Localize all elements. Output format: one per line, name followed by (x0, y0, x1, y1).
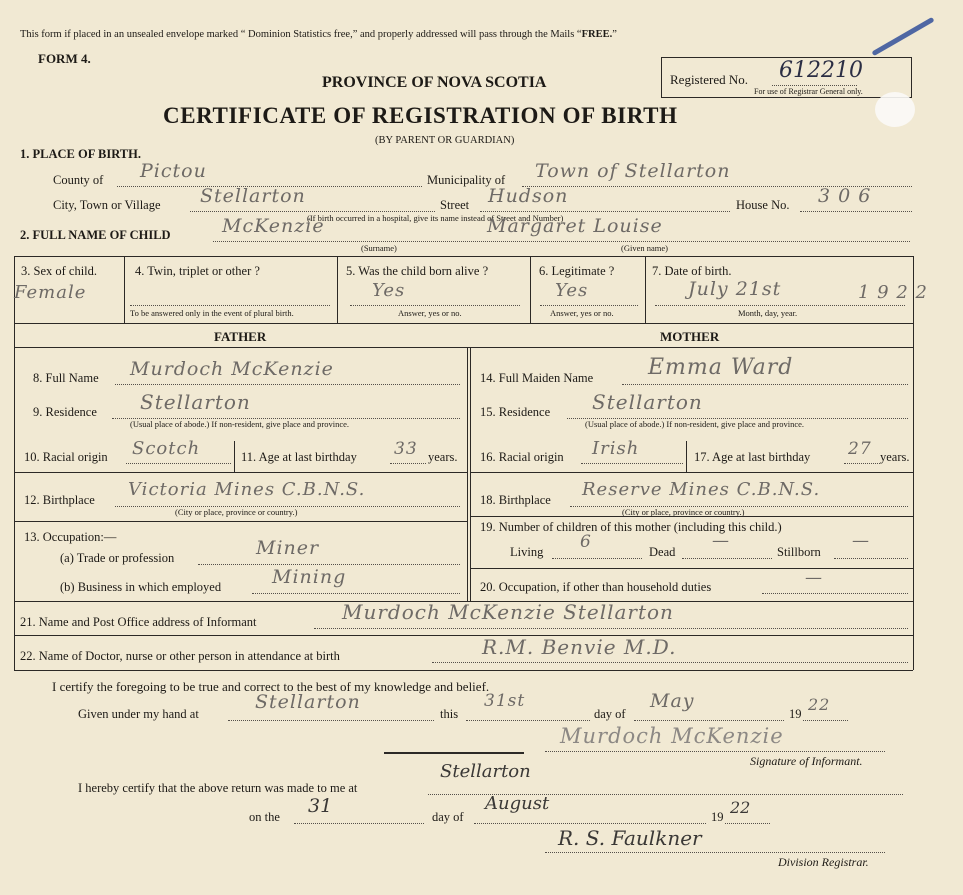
certify-month-value: May (650, 690, 695, 712)
certify-dayof-label: day of (594, 707, 626, 721)
house-label: House No. (736, 198, 790, 212)
mail-notice-text: This form if placed in an unsealed envelope marked “ Dominion Statistics free,” and properly addressed will pass through the Mails “ (20, 29, 582, 40)
stillborn-value: — (852, 531, 870, 551)
children-count-label: 19. Number of children of this mother (including this child.) (480, 520, 782, 534)
certify-year-prefix: 19 (789, 707, 802, 721)
registrar-dayof-label: day of (432, 810, 464, 824)
sex-value: Female (14, 282, 87, 303)
city-value: Stellarton (200, 185, 306, 207)
mother-age-unit: years. (880, 450, 910, 464)
living-value: 6 (580, 532, 592, 552)
given-place-value: Stellarton (255, 691, 361, 713)
registrar-signature: R. S. Faulkner (558, 826, 702, 850)
place-of-birth-label: 1. PLACE OF BIRTH. (20, 147, 141, 161)
mother-heading: MOTHER (660, 329, 720, 344)
mail-notice-free: FREE. (581, 29, 613, 40)
business-value: Mining (272, 566, 347, 588)
doctor-value: R.M. Benvie M.D. (482, 635, 677, 659)
sex-label: 3. Sex of child. (21, 264, 98, 278)
certify-year-value: 22 (808, 695, 831, 714)
form-number: FORM 4. (38, 51, 91, 66)
county-value: Pictou (140, 160, 207, 182)
mother-residence-note: (Usual place of abode.) If non-resident, give place and province. (585, 419, 805, 429)
child-name-label: 2. FULL NAME OF CHILD (20, 228, 171, 242)
hospital-note: (If birth occurred in a hospital, give its name instead of Street and Number) (307, 213, 564, 223)
legitimate-label: 6. Legitimate ? (539, 264, 615, 278)
street-label: Street (440, 198, 470, 212)
child-surname-value: McKenzie (222, 215, 325, 237)
father-name-value: Murdoch McKenzie (130, 358, 334, 380)
father-birthplace-label: 12. Birthplace (24, 493, 95, 507)
registrar-caption: Division Registrar. (778, 855, 869, 869)
mother-birthplace-note: (City or place, province or country.) (622, 507, 745, 517)
dead-label: Dead (649, 545, 676, 559)
twin-label: 4. Twin, triplet or other ? (135, 264, 260, 278)
legitimate-value: Yes (555, 280, 589, 301)
dob-year: 1 9 2 2 (858, 282, 928, 303)
registrar-year-value: 22 (730, 798, 751, 817)
informant-signature: Murdoch McKenzie (560, 724, 784, 748)
street-value: Hudson (488, 185, 569, 207)
mother-age-value: 27 (848, 439, 872, 459)
father-birthplace-note: (City or place, province or country.) (175, 507, 298, 517)
informant-value: Murdoch McKenzie Stellarton (342, 600, 674, 624)
mother-birthplace-value: Reserve Mines C.B.N.S. (582, 479, 821, 500)
city-label: City, Town or Village (53, 198, 161, 212)
stillborn-label: Stillborn (777, 545, 821, 559)
mother-residence-value: Stellarton (592, 390, 703, 414)
informant-label: 21. Name and Post Office address of Informant (20, 615, 257, 629)
municipality-value: Town of Stellarton (535, 160, 731, 182)
mail-notice (20, 30, 617, 41)
mother-name-label: 14. Full Maiden Name (480, 371, 594, 385)
father-residence-value: Stellarton (140, 390, 251, 414)
father-name-label: 8. Full Name (33, 371, 99, 385)
father-residence-note: (Usual place of abode.) If non-resident, give place and province. (130, 419, 350, 429)
registered-number: 612210 (779, 58, 863, 83)
surname-caption: (Surname) (361, 243, 397, 253)
registrar-place-value: Stellarton (440, 761, 531, 782)
house-value: 3 0 6 (818, 185, 872, 207)
father-age-unit: years. (428, 450, 458, 464)
mother-racial-value: Irish (592, 438, 640, 459)
dob-note: Month, day, year. (738, 308, 798, 318)
registrar-month-value: August (485, 793, 550, 814)
dob-value: July 21st (688, 278, 782, 300)
municipality-label: Municipality of (427, 173, 506, 187)
mail-notice-end: ” (612, 29, 617, 40)
twin-note: To be answered only in the event of plural birth. (130, 308, 294, 318)
page-subtitle: (BY PARENT OR GUARDIAN) (375, 135, 515, 146)
doctor-label: 22. Name of Doctor, nurse or other person in attendance at birth (20, 649, 340, 663)
alive-note: Answer, yes or no. (398, 308, 462, 318)
mother-residence-label: 15. Residence (480, 405, 551, 419)
mother-occupation-value: — (805, 568, 823, 588)
dob-label: 7. Date of birth. (652, 264, 732, 278)
alive-label: 5. Was the child born alive ? (346, 264, 489, 278)
province-heading: PROVINCE OF NOVA SCOTIA (322, 74, 547, 91)
mother-birthplace-label: 18. Birthplace (480, 493, 551, 507)
registrar-year-prefix: 19 (711, 810, 724, 824)
paper-damage (875, 92, 915, 127)
registered-box (661, 57, 912, 98)
child-given-value: Margaret Louise (487, 215, 663, 237)
on-the-label: on the (249, 810, 280, 824)
county-label: County of (53, 173, 104, 187)
signature-caption: Signature of Informant. (750, 754, 863, 768)
alive-value: Yes (372, 280, 406, 301)
page-title: CERTIFICATE OF REGISTRATION OF BIRTH (163, 103, 678, 128)
father-occupation-label: 13. Occupation:— (24, 530, 117, 544)
dead-value: — (712, 531, 730, 551)
given-caption: (Given name) (621, 243, 668, 253)
registrar-note: For use of Registrar General only. (754, 87, 863, 96)
father-birthplace-value: Victoria Mines C.B.N.S. (128, 479, 366, 500)
father-residence-label: 9. Residence (33, 405, 97, 419)
business-label: (b) Business in which employed (60, 580, 222, 594)
mother-occupation-label: 20. Occupation, if other than household duties (480, 580, 712, 594)
trade-label: (a) Trade or profession (60, 551, 175, 565)
father-racial-value: Scotch (132, 438, 201, 459)
living-label: Living (510, 545, 544, 559)
mother-age-label: 17. Age at last birthday (694, 450, 811, 464)
legitimate-note: Answer, yes or no. (550, 308, 614, 318)
father-racial-label: 10. Racial origin (24, 450, 108, 464)
father-age-value: 33 (394, 439, 418, 459)
mother-racial-label: 16. Racial origin (480, 450, 564, 464)
registrar-statement: I hereby certify that the above return was made to me at (78, 781, 358, 795)
ink-mark (871, 17, 934, 56)
father-heading: FATHER (214, 329, 267, 344)
trade-value: Miner (256, 537, 320, 559)
registrar-day-value: 31 (308, 795, 333, 817)
mother-name-value: Emma Ward (648, 355, 794, 380)
given-under-label: Given under my hand at (78, 707, 199, 721)
registered-label: Registered No. (670, 72, 748, 87)
certify-day-value: 31st (484, 691, 526, 711)
this-label: this (440, 707, 459, 721)
certify-statement: I certify the foregoing to be true and correct to the best of my knowledge and belief. (52, 679, 490, 694)
father-age-label: 11. Age at last birthday (241, 450, 357, 464)
